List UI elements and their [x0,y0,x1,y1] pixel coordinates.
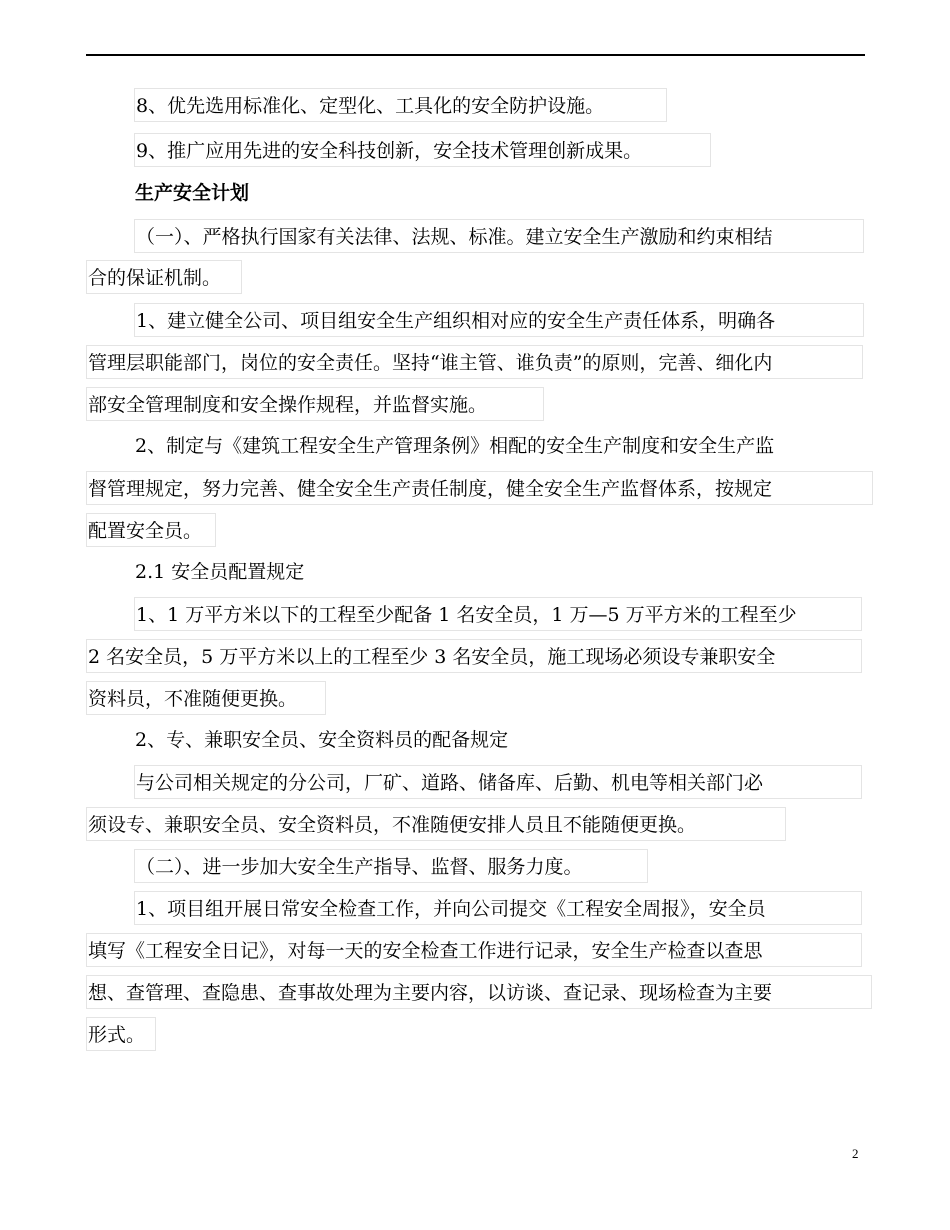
text-line-20: 1、项目组开展日常安全检查工作，并向公司提交《工程安全周报》，安全员 [134,891,862,925]
text-line-13: 1、1 万平方米以下的工程至少配备 1 名安全员，1 万—5 万平方米的工程至少 [134,597,862,631]
subsection-heading: 2.1 安全员配置规定 [135,561,305,583]
text-line-8: 部安全管理制度和安全操作规程，并监督实施。 [86,387,544,421]
text-line-17: 与公司相关规定的分公司，厂矿、道路、储备库、后勤、机电等相关部门必 [134,765,862,799]
text-line-21: 填写《工程安全日记》，对每一天的安全检查工作进行记录，安全生产检查以查思 [86,933,862,967]
text-line-23: 形式。 [86,1017,156,1051]
text-line-5: 合的保证机制。 [86,260,242,294]
section-heading: 生产安全计划 [135,182,250,204]
text-line-4: （一）、严格执行国家有关法律、法规、标准。建立安全生产激励和约束相结 [134,219,864,253]
text-line-11: 配置安全员。 [86,513,216,547]
text-line-15: 资料员，不准随便更换。 [86,681,326,715]
text-line-1: 8、优先选用标准化、定型化、工具化的安全防护设施。 [134,88,667,122]
text-line-16: 2、专、兼职安全员、安全资料员的配备规定 [135,729,509,751]
text-line-6: 1、建立健全公司、项目组安全生产组织相对应的安全生产责任体系，明确各 [134,303,864,337]
header-rule [86,54,865,56]
text-line-18: 须设专、兼职安全员、安全资料员，不准随便安排人员且不能随便更换。 [86,807,786,841]
text-line-7: 管理层职能部门，岗位的安全责任。坚持“谁主管、谁负责”的原则，完善、细化内 [86,345,863,379]
text-line-19: （二）、进一步加大安全生产指导、监督、服务力度。 [134,849,648,883]
text-line-10: 督管理规定，努力完善、健全安全生产责任制度，健全安全生产监督体系，按规定 [86,471,873,505]
text-line-14: 2 名安全员，5 万平方米以上的工程至少 3 名安全员，施工现场必须设专兼职安全 [86,639,862,673]
page-number: 2 [852,1146,859,1161]
text-line-2: 9、推广应用先进的安全科技创新，安全技术管理创新成果。 [134,133,711,167]
text-line-9: 2、制定与《建筑工程安全生产管理条例》相配的安全生产制度和安全生产监 [135,435,775,457]
text-line-22: 想、查管理、查隐患、查事故处理为主要内容，以访谈、查记录、现场检查为主要 [86,975,872,1009]
